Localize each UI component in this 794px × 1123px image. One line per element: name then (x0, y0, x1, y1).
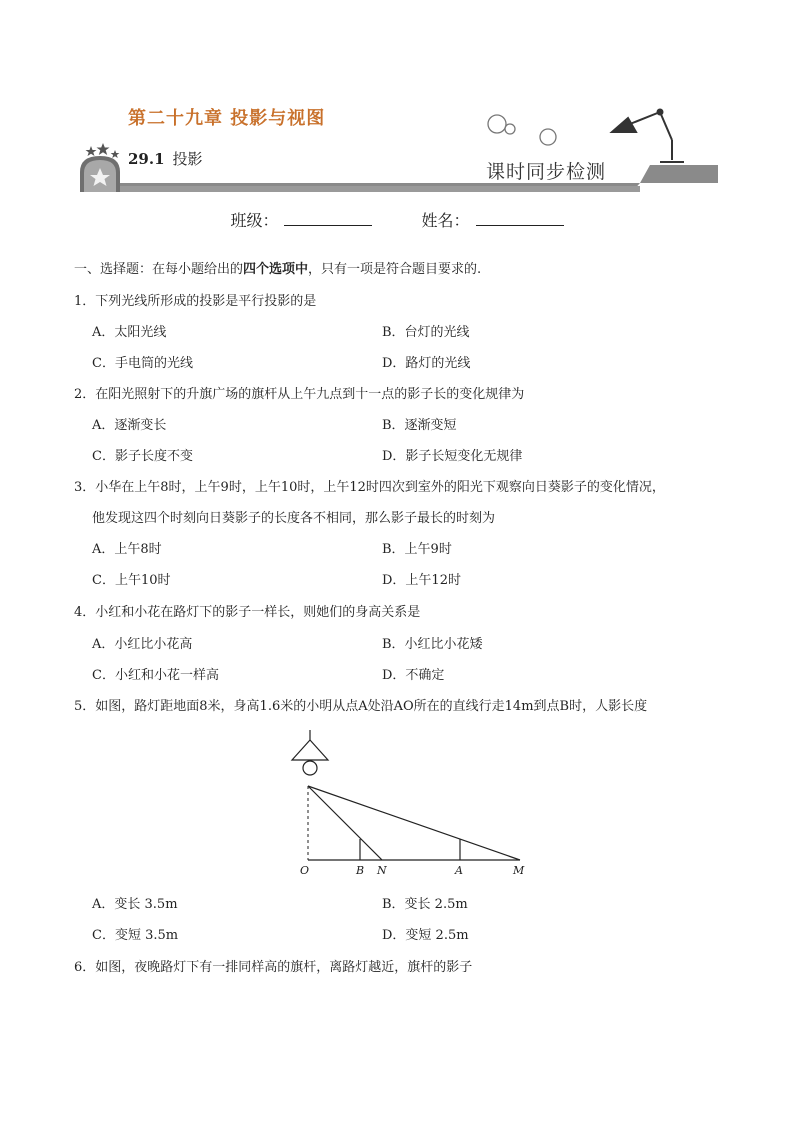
question-4-option-c[interactable]: C．小红和小花一样高 (92, 668, 219, 683)
question-5-option-c[interactable]: C．变短 3.5m (92, 928, 179, 943)
streetlight-shadow-figure (290, 728, 540, 878)
header-decoration (0, 0, 794, 200)
geometry-diagram (290, 728, 540, 878)
question-4-option-d[interactable]: D．不确定 (382, 668, 445, 683)
section-number: 29.1 (128, 150, 165, 168)
question-1-option-d[interactable]: D．路灯的光线 (382, 356, 471, 371)
question-2-option-b[interactable]: B．逐渐变短 (382, 418, 457, 433)
question-1-stem: 1．下列光线所形成的投影是平行投影的是 (74, 294, 317, 309)
question-1-option-c[interactable]: C．手电筒的光线 (92, 356, 193, 371)
point-label-a: A (455, 864, 463, 877)
page-header (0, 0, 794, 200)
class-label: 班级： (230, 211, 279, 230)
question-3-option-a[interactable]: A．上午8时 (92, 542, 162, 557)
chapter-title: 第二十九章 投影与视图 (128, 108, 326, 129)
point-label-b: B (356, 864, 365, 877)
question-2-stem: 2．在阳光照射下的升旗广场的旗杆从上午九点到十一点的影子长的变化规律为 (74, 387, 525, 402)
desk-lamp-icon (612, 110, 684, 163)
name-field (422, 208, 564, 231)
class-blank[interactable] (284, 211, 372, 226)
question-3-stem-continued: 他发现这四个时刻向日葵影子的长度各不相同，那么影子最长的时刻为 (92, 511, 496, 526)
section-heading: 一、选择题：在每小题给出的四个选项中，只有一项是符合题目要求的. (74, 262, 482, 277)
question-3-option-d[interactable]: D．上午12时 (382, 573, 461, 588)
question-5-option-a[interactable]: A．变长 3.5m (92, 897, 178, 912)
question-3-stem: 3．小华在上午8时，上午9时，上午10时，上午12时四次到室外的阳光下观察向日葵影子的变化情况， (74, 480, 665, 495)
name-blank[interactable] (476, 211, 564, 226)
question-5-stem: 5．如图，路灯距地面8米，身高1.6米的小明从点A处沿AO所在的直线行走14m到点B时，人影长度 (74, 699, 648, 714)
student-info-line (0, 208, 794, 231)
point-label-m: M (513, 864, 525, 877)
bubbles-icon (488, 115, 556, 145)
question-1-option-a[interactable]: A．太阳光线 (92, 325, 167, 340)
question-3-option-b[interactable]: B．上午9时 (382, 542, 452, 557)
class-field (230, 208, 372, 231)
question-4-stem: 4．小红和小花在路灯下的影子一样长，则她们的身高关系是 (74, 605, 421, 620)
question-3-option-c[interactable]: C．上午10时 (92, 573, 171, 588)
section-name: 投影 (172, 150, 203, 168)
question-4-option-a[interactable]: A．小红比小花高 (92, 637, 193, 652)
name-label: 姓名： (421, 211, 470, 230)
question-2-option-d[interactable]: D．影子长短变化无规律 (382, 449, 523, 464)
brand-title: 课时同步检测 (486, 161, 607, 183)
question-5-option-d[interactable]: D．变短 2.5m (382, 928, 469, 943)
question-1-option-b[interactable]: B．台灯的光线 (382, 325, 470, 340)
section-title (128, 148, 203, 169)
question-2-option-c[interactable]: C．影子长度不变 (92, 449, 193, 464)
point-label-n: N (377, 864, 387, 877)
small-stars-icon (86, 143, 120, 158)
street-lamp-icon (292, 730, 328, 775)
question-5-option-b[interactable]: B．变长 2.5m (382, 897, 468, 912)
question-6-stem: 6．如图，夜晚路灯下有一排同样高的旗杆，离路灯越近，旗杆的影子 (74, 960, 473, 975)
light-ray-to-m (308, 786, 520, 860)
question-2-option-a[interactable]: A．逐渐变长 (92, 418, 167, 433)
question-4-option-b[interactable]: B．小红比小花矮 (382, 637, 483, 652)
light-ray-to-n (308, 786, 382, 860)
star-badge-icon (80, 156, 120, 192)
point-label-o: O (300, 864, 310, 877)
